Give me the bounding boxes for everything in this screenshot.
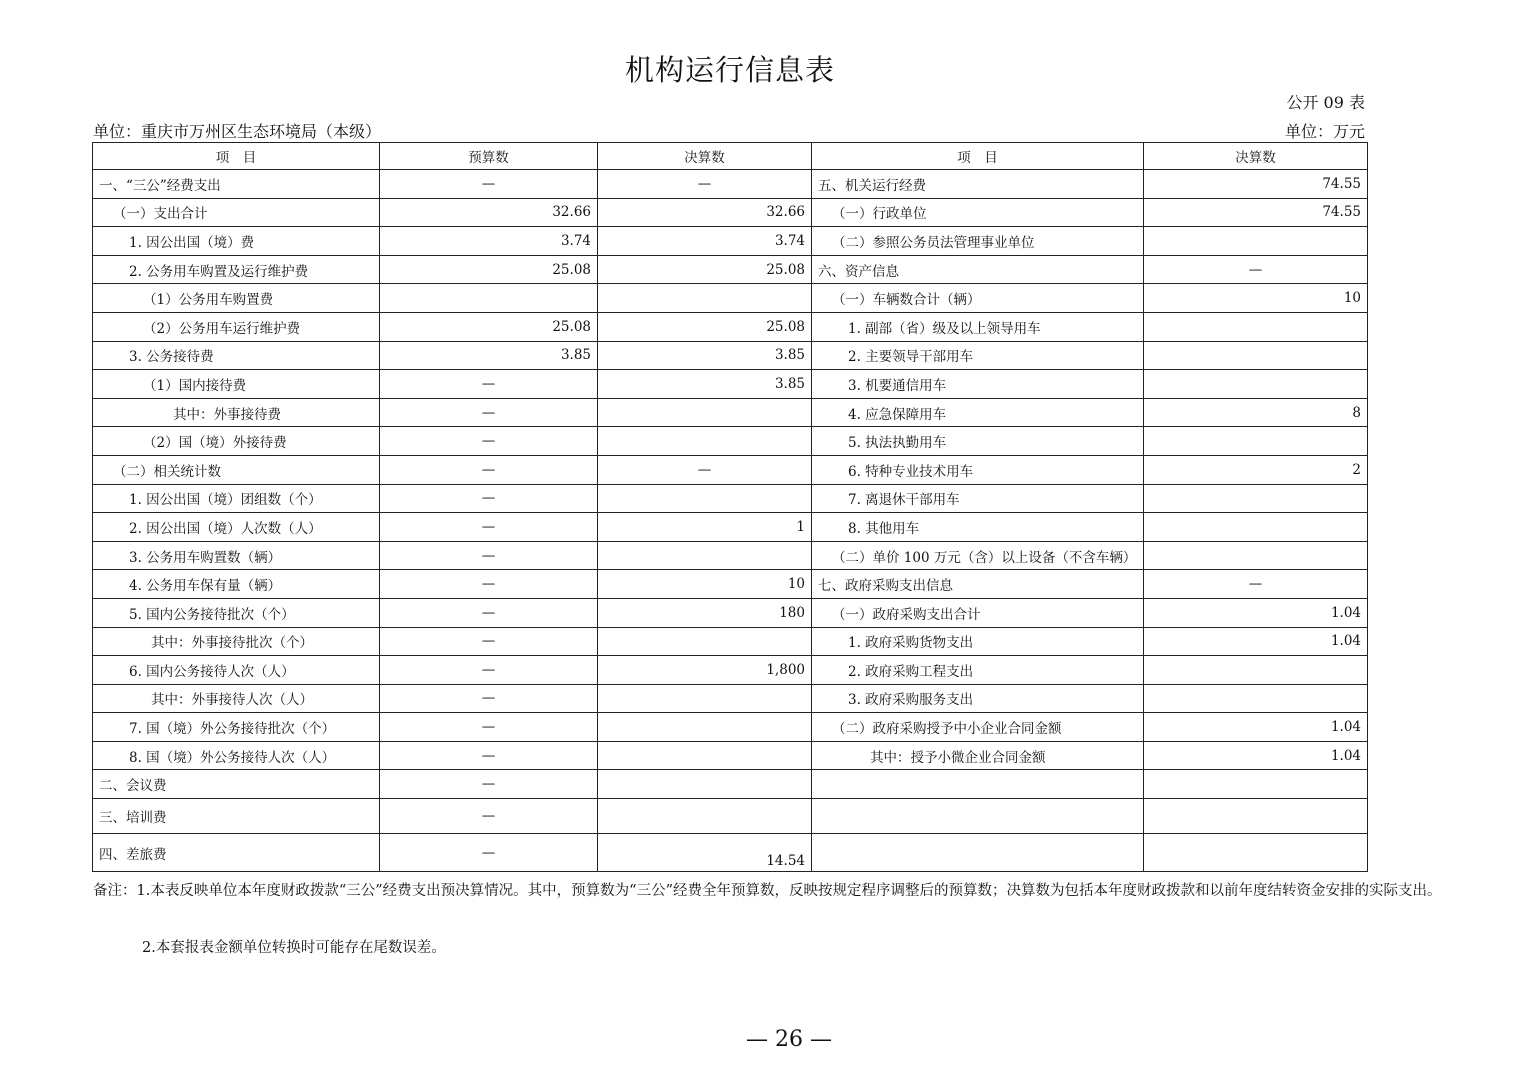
row-final: 25.08 <box>598 312 812 341</box>
row-budget: — <box>380 656 598 685</box>
row-final-right: 1.04 <box>1144 598 1368 627</box>
row-item-right: （二）政府采购授予中小企业合同金额 <box>812 713 1144 742</box>
row-budget: — <box>380 570 598 599</box>
table-row <box>93 198 1368 227</box>
row-final <box>598 541 812 570</box>
row-item: 1. 因公出国（境）费 <box>93 227 380 256</box>
table-row <box>93 312 1368 341</box>
row-budget: — <box>380 398 598 427</box>
row-item-right: （二）单价 100 万元（含）以上设备（不含车辆） <box>812 541 1144 570</box>
row-item-right <box>812 834 1144 872</box>
row-item-right <box>812 799 1144 834</box>
table-row <box>93 741 1368 770</box>
row-item-right: 1. 政府采购货物支出 <box>812 627 1144 656</box>
row-budget <box>380 284 598 313</box>
row-final-right: 1.04 <box>1144 627 1368 656</box>
row-final-right <box>1144 834 1368 872</box>
row-item: （一）支出合计 <box>93 198 380 227</box>
row-budget: — <box>380 799 598 834</box>
row-final: — <box>598 455 812 484</box>
row-item: 8. 国（境）外公务接待人次（人） <box>93 741 380 770</box>
row-final-right <box>1144 684 1368 713</box>
table-row <box>93 341 1368 370</box>
row-item-right <box>812 770 1144 799</box>
row-budget: 25.08 <box>380 312 598 341</box>
operations-info-table <box>92 142 1368 872</box>
row-item: 三、培训费 <box>93 799 380 834</box>
row-budget: — <box>380 684 598 713</box>
row-final-right <box>1144 799 1368 834</box>
table-row <box>93 170 1368 199</box>
row-item: 2. 公务用车购置及运行维护费 <box>93 255 380 284</box>
table-row <box>93 227 1368 256</box>
table-row <box>93 255 1368 284</box>
row-item: 5. 国内公务接待批次（个） <box>93 598 380 627</box>
row-item: 3. 公务接待费 <box>93 341 380 370</box>
row-final: — <box>598 170 812 199</box>
row-item: （2）国（境）外接待费 <box>93 427 380 456</box>
header-budget: 预算数 <box>380 143 598 170</box>
table-row <box>93 513 1368 542</box>
row-final-right: 10 <box>1144 284 1368 313</box>
row-budget: — <box>380 770 598 799</box>
reporting-unit: 单位：重庆市万州区生态环境局（本级） <box>93 122 382 141</box>
row-budget: — <box>380 598 598 627</box>
row-final-right: 2 <box>1144 455 1368 484</box>
row-final-right: 8 <box>1144 398 1368 427</box>
row-final: 1,800 <box>598 656 812 685</box>
row-budget: 3.85 <box>380 341 598 370</box>
row-item-right: 1. 副部（省）级及以上领导用车 <box>812 312 1144 341</box>
row-final-right: — <box>1144 570 1368 599</box>
row-item: 6. 国内公务接待人次（人） <box>93 656 380 685</box>
row-item-right: （一）政府采购支出合计 <box>812 598 1144 627</box>
row-budget: — <box>380 713 598 742</box>
row-budget: — <box>380 834 598 872</box>
row-item: 四、差旅费 <box>93 834 380 872</box>
row-item: 7. 国（境）外公务接待批次（个） <box>93 713 380 742</box>
row-final <box>598 427 812 456</box>
row-item: 2. 因公出国（境）人次数（人） <box>93 513 380 542</box>
row-item: 1. 因公出国（境）团组数（个） <box>93 484 380 513</box>
row-item: 二、会议费 <box>93 770 380 799</box>
row-budget: 25.08 <box>380 255 598 284</box>
row-final-right <box>1144 484 1368 513</box>
header-item-right: 项 目 <box>812 143 1144 170</box>
row-final-right: 1.04 <box>1144 741 1368 770</box>
row-item: 其中：外事接待批次（个） <box>93 627 380 656</box>
page-number: — 26 — <box>746 1027 832 1052</box>
row-item: 其中：外事接待费 <box>93 398 380 427</box>
row-item-right: 2. 主要领导干部用车 <box>812 341 1144 370</box>
row-item-right: 7. 离退休干部用车 <box>812 484 1144 513</box>
header-final-right: 决算数 <box>1144 143 1368 170</box>
row-item: （二）相关统计数 <box>93 455 380 484</box>
row-budget: — <box>380 370 598 399</box>
row-final-right <box>1144 341 1368 370</box>
row-budget: — <box>380 741 598 770</box>
table-row <box>93 799 1368 834</box>
row-final: 3.85 <box>598 341 812 370</box>
row-final-right <box>1144 227 1368 256</box>
table-row <box>93 598 1368 627</box>
row-final-right <box>1144 312 1368 341</box>
row-final: 14.54 <box>598 834 812 872</box>
table-row <box>93 455 1368 484</box>
row-item-right: 2. 政府采购工程支出 <box>812 656 1144 685</box>
row-final-right <box>1144 541 1368 570</box>
row-item: （1）公务用车购置费 <box>93 284 380 313</box>
row-final: 180 <box>598 598 812 627</box>
row-budget: 3.74 <box>380 227 598 256</box>
row-budget: — <box>380 513 598 542</box>
row-budget: — <box>380 455 598 484</box>
row-final <box>598 741 812 770</box>
row-item-right: 3. 政府采购服务支出 <box>812 684 1144 713</box>
row-final-right <box>1144 427 1368 456</box>
row-item: 其中：外事接待人次（人） <box>93 684 380 713</box>
row-item-right: 5. 执法执勤用车 <box>812 427 1144 456</box>
row-item: 4. 公务用车保有量（辆） <box>93 570 380 599</box>
header-final: 决算数 <box>598 143 812 170</box>
row-final: 1 <box>598 513 812 542</box>
row-item-right: （二）参照公务员法管理事业单位 <box>812 227 1144 256</box>
row-final: 3.74 <box>598 227 812 256</box>
row-final-right <box>1144 513 1368 542</box>
row-final <box>598 627 812 656</box>
row-item: （1）国内接待费 <box>93 370 380 399</box>
row-item-right: 七、政府采购支出信息 <box>812 570 1144 599</box>
row-item-right: 6. 特种专业技术用车 <box>812 455 1144 484</box>
row-item-right: 3. 机要通信用车 <box>812 370 1144 399</box>
table-row <box>93 627 1368 656</box>
row-final-right <box>1144 770 1368 799</box>
row-item-right: （一）车辆数合计（辆） <box>812 284 1144 313</box>
row-final: 10 <box>598 570 812 599</box>
row-final: 25.08 <box>598 255 812 284</box>
currency-unit: 单位：万元 <box>1284 122 1365 141</box>
row-item: 3. 公务用车购置数（辆） <box>93 541 380 570</box>
row-budget: — <box>380 627 598 656</box>
row-budget: 32.66 <box>380 198 598 227</box>
row-final <box>598 484 812 513</box>
footnote-1: 备注：1.本表反映单位本年度财政拨款“三公”经费支出预决算情况。其中，预算数为“三公”经费全年预算数，反映按规定程序调整后的预算数；决算数为包括本年度财政拨款和以前年度结转资金安排的实际支出。 <box>93 883 1442 899</box>
table-header-row <box>93 143 1368 170</box>
row-final-right: 1.04 <box>1144 713 1368 742</box>
row-final: 3.85 <box>598 370 812 399</box>
row-final <box>598 684 812 713</box>
row-final-right <box>1144 656 1368 685</box>
table-row <box>93 370 1368 399</box>
footnote-2: 2.本套报表金额单位转换时可能存在尾数误差。 <box>142 940 446 956</box>
row-item-right: 8. 其他用车 <box>812 513 1144 542</box>
row-item-right: 其中：授予小微企业合同金额 <box>812 741 1144 770</box>
row-final: 32.66 <box>598 198 812 227</box>
table-row <box>93 427 1368 456</box>
row-final <box>598 713 812 742</box>
table-row <box>93 541 1368 570</box>
row-final-right: 74.55 <box>1144 170 1368 199</box>
row-final <box>598 284 812 313</box>
page-title: 机构运行信息表 <box>624 53 835 87</box>
row-item-right: （一）行政单位 <box>812 198 1144 227</box>
row-item-right: 六、资产信息 <box>812 255 1144 284</box>
table-row <box>93 398 1368 427</box>
table-row <box>93 284 1368 313</box>
table-row <box>93 684 1368 713</box>
row-budget: — <box>380 541 598 570</box>
row-budget: — <box>380 170 598 199</box>
row-final-right <box>1144 370 1368 399</box>
row-final-right: 74.55 <box>1144 198 1368 227</box>
table-row <box>93 834 1368 872</box>
table-row <box>93 770 1368 799</box>
row-budget: — <box>380 484 598 513</box>
row-budget: — <box>380 427 598 456</box>
header-item: 项 目 <box>93 143 380 170</box>
row-final <box>598 799 812 834</box>
row-item: 一、“三公”经费支出 <box>93 170 380 199</box>
table-row <box>93 570 1368 599</box>
row-item-right: 4. 应急保障用车 <box>812 398 1144 427</box>
table-row <box>93 656 1368 685</box>
row-final <box>598 770 812 799</box>
row-final-right: — <box>1144 255 1368 284</box>
row-final <box>598 398 812 427</box>
row-item: （2）公务用车运行维护费 <box>93 312 380 341</box>
table-row <box>93 484 1368 513</box>
row-item-right: 五、机关运行经费 <box>812 170 1144 199</box>
table-row <box>93 713 1368 742</box>
table-number: 公开 09 表 <box>1286 93 1365 112</box>
